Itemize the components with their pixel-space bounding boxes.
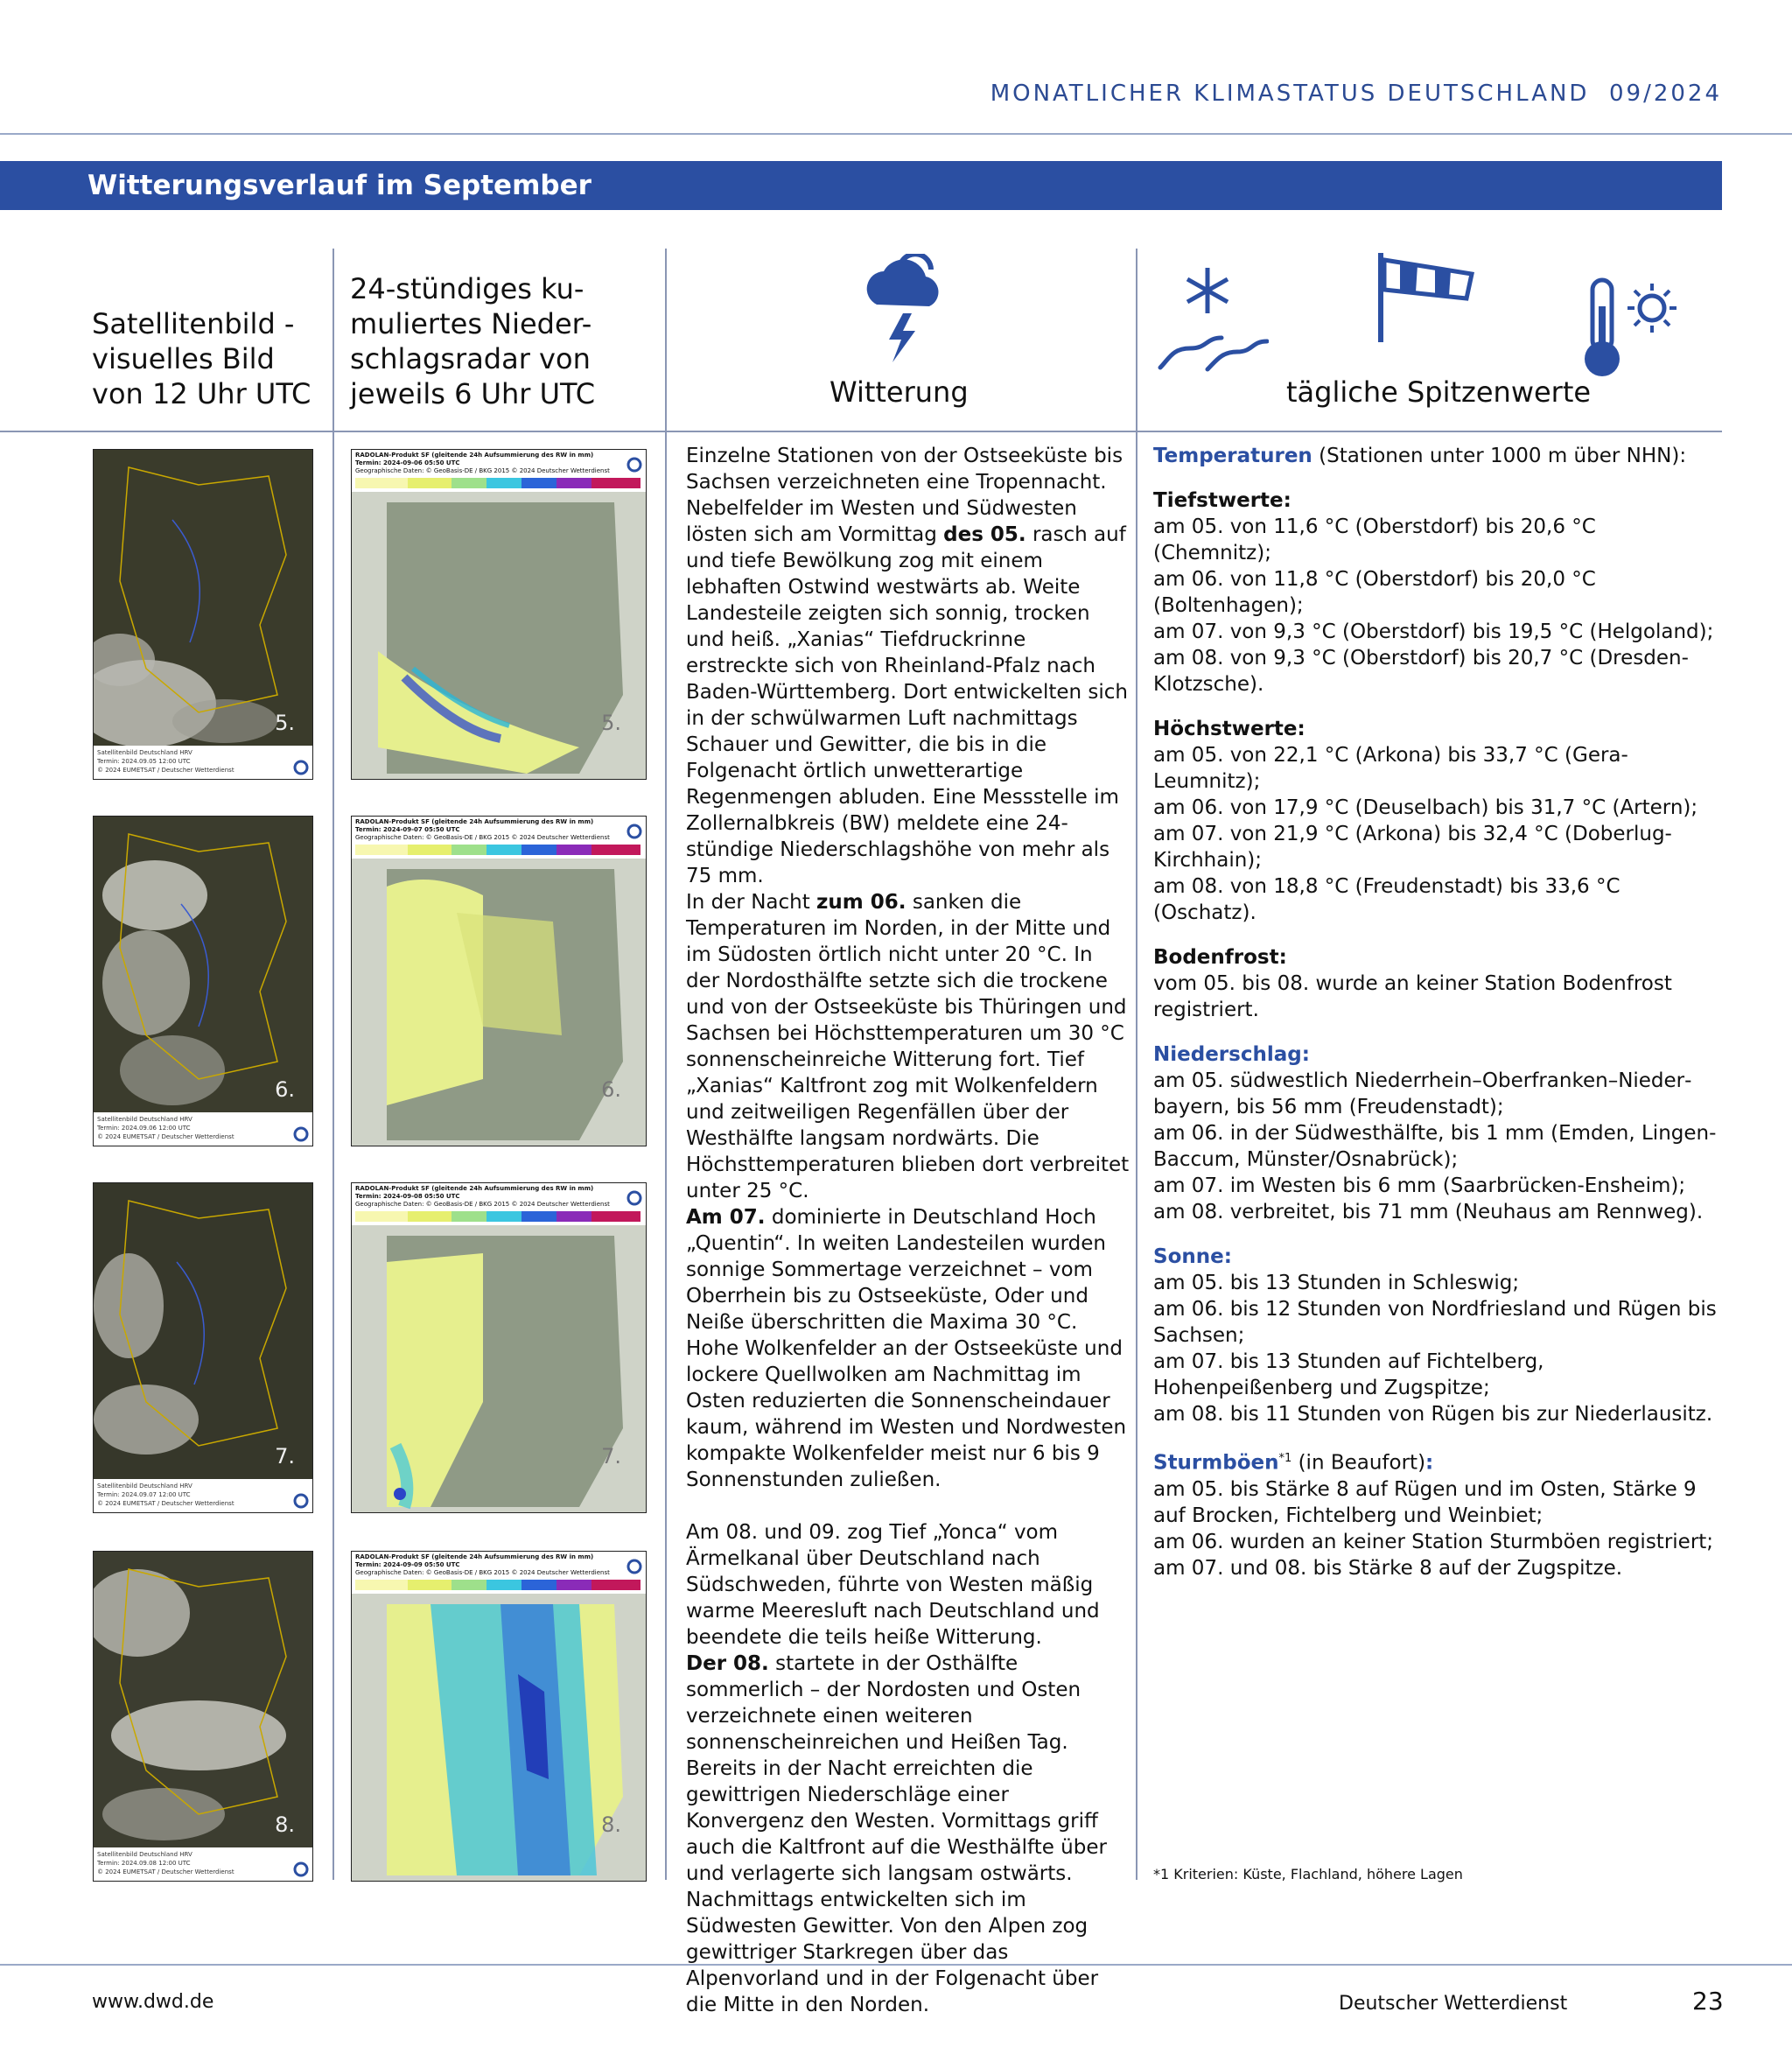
day-label: 7.: [275, 1444, 295, 1469]
thunderstorm-cloud-icon: [858, 254, 945, 368]
radar-image-day8: [351, 1551, 647, 1882]
temperature-group: [1153, 443, 1720, 469]
radar-legend: [355, 1580, 640, 1590]
header-line: 24-stündiges ku-: [350, 272, 584, 305]
day-label: 8.: [275, 1812, 295, 1837]
dwd-logo: [626, 1554, 643, 1579]
text-run: rasch auf und tiefe Bewölkung zog mit einem lebhaften Ostwind westwärts ab. Weite Landesteile zeigten sich sonnig, trocken und heiß. „Xanias“ Tiefdruckrinne erstreckte sich von Rheinland-Pfalz nach Baden-Württemberg. Dort entwickelten sich in der schwülwarmen Luft nachmittags Schauer und Gewitter, die bis in die Folgenacht örtlich unwetterartige Regenmengen abluden. Eine Messstelle im Zollernalbkreis (BW) meldete eine 24-stündige Niederschlagshöhe von mehr als 75 mm.: [686, 523, 1128, 887]
caption-line: Termin: 2024.09.07 12:00 UTC: [97, 1491, 191, 1498]
bold-date: zum 06.: [816, 891, 906, 914]
satellite-image-day7: [93, 1182, 313, 1513]
list-item: am 07. und 08. bis Stärke 8 auf der Zugspitze.: [1153, 1556, 1623, 1580]
day-label: 8.: [601, 1812, 621, 1837]
column-header-rule: [0, 431, 1722, 432]
footnote-marker: *1: [1278, 1452, 1292, 1465]
list-item: am 05. südwestlich Niederrhein–Oberfranken–Niederbayern, bis 56 mm (Freudenstadt);: [1153, 1069, 1692, 1118]
weather-paragraph: [686, 1651, 1132, 2018]
weather-paragraph: [686, 443, 1132, 889]
day-label: 7.: [601, 1444, 621, 1469]
caption-line: Termin: 2024.09.08 12:00 UTC: [97, 1860, 191, 1867]
weather-paragraph: [686, 889, 1132, 1204]
bold-date: Am 07.: [686, 1206, 766, 1229]
radar-term: Termin: 2024-09-07 05:50 UTC: [355, 826, 460, 833]
list-item: am 06. bis 12 Stunden von Nordfriesland und Rügen bis Sachsen;: [1153, 1298, 1717, 1347]
temperature-note: (Stationen unter 1000 m über NHN):: [1312, 445, 1687, 467]
radar-header: [352, 450, 646, 492]
running-header: [990, 81, 1722, 107]
weather-description: [686, 443, 1132, 2018]
section-title-bar: [0, 161, 1722, 210]
list-item: am 05. von 22,1 °C (Arkona) bis 33,7 °C (Gera-Leumnitz);: [1153, 744, 1628, 793]
list-item: am 06. in der Südwesthälfte, bis 1 mm (Emden, Lingen-Baccum, Münster/Osnabrück);: [1153, 1122, 1717, 1171]
header-line: muliertes Nieder-: [350, 307, 592, 340]
satellite-caption: [94, 1112, 312, 1146]
precipitation-group: [1153, 1041, 1720, 1225]
page-number: 23: [1692, 1987, 1724, 2015]
radar-header: [352, 1552, 646, 1594]
radar-term: Termin: 2024-09-08 05:50 UTC: [355, 1193, 460, 1200]
ground-frost-heading: Bodenfrost:: [1153, 946, 1287, 969]
gusts-note: (in Beaufort): [1292, 1451, 1426, 1475]
text-run: sanken die Temperaturen im Norden, in der Mitte und im Südosten örtlich nicht unter 20 °C. In der Nordosthälfte setzte sich die trockene und von der Ostseeküste bis Thüringen und Sachsen bei Höchsttemperaturen um 30 °C sonnenscheinreiche Witterung fort. Tief „Xanias“ Kaltfront zog mit Wolkenfeldern und zeitweiligen Regenfällen über der Westhälfte langsam nordwärts. Die Höchsttemperaturen blieben dort verbreitet unter 25 °C.: [686, 891, 1130, 1202]
list-item: vom 05. bis 08. wurde an keiner Station Bodenfrost registriert.: [1153, 972, 1672, 1021]
list-item: am 08. verbreitet, bis 71 mm (Neuhaus am Rennweg).: [1153, 1201, 1704, 1223]
footnote: *1 Kriterien: Küste, Flachland, höhere Lagen: [1153, 1866, 1463, 1882]
caption-line: Termin: 2024.09.05 12:00 UTC: [97, 758, 191, 765]
bold-date: Der 08.: [686, 1652, 769, 1675]
list-item: am 06. von 11,8 °C (Oberstdorf) bis 20,0 °C (Boltenhagen);: [1153, 568, 1596, 617]
peaks-column-header: tägliche Spitzenwerte: [1286, 375, 1592, 409]
gusts-group: [1153, 1446, 1720, 1581]
radar-legend: [355, 1211, 640, 1222]
list-item: am 07. im Westen bis 6 mm (Saarbrücken-Ensheim);: [1153, 1174, 1686, 1197]
gusts-heading-line: [1153, 1446, 1720, 1476]
header-line: von 12 Uhr UTC: [92, 377, 312, 410]
header-line: jeweils 6 Uhr UTC: [350, 377, 596, 410]
radar-title: RADOLAN-Produkt SF (gleitende 24h Aufsummierung des RW in mm): [355, 452, 594, 459]
satellite-caption: [94, 1847, 312, 1881]
lows-heading: Tiefstwerte:: [1153, 489, 1292, 512]
footer-url[interactable]: www.dwd.de: [92, 1991, 214, 2013]
snowflake-icy-road-icon: [1155, 263, 1269, 376]
list-item: am 05. bis Stärke 8 auf Rügen und im Osten, Stärke 9 auf Brocken, Fichtelberg und Weinbiet;: [1153, 1477, 1697, 1527]
text-run: Einzelne Stationen von der Ostseeküste bis Sachsen verzeichneten eine Tropennacht. Nebelfelder im Westen und Südwesten lösten sich am Vormittag: [686, 445, 1124, 546]
radar-title: RADOLAN-Produkt SF (gleitende 24h Aufsummierung des RW in mm): [355, 1553, 594, 1560]
dwd-logo: [292, 752, 310, 776]
radar-legend: [355, 845, 640, 855]
list-item: am 08. bis 11 Stunden von Rügen bis zur Niederlausitz.: [1153, 1403, 1713, 1426]
caption-line: © 2024 EUMETSAT / Deutscher Wetterdienst: [97, 1500, 234, 1507]
radar-title: RADOLAN-Produkt SF (gleitende 24h Aufsummierung des RW in mm): [355, 818, 594, 825]
weather-paragraph: Am 08. und 09. zog Tief „Yonca“ vom Ärmelkanal über Deutschland nach Südschweden, führte von Westen mäßig warme Meeresluft nach Deutschland und beendete die teils heiße Witterung.: [686, 1521, 1100, 1649]
column-separator: [665, 249, 667, 1880]
dwd-logo: [626, 452, 643, 477]
satellite-caption: [94, 1479, 312, 1512]
satellite-image-day8: [93, 1551, 313, 1882]
footer-organization: Deutscher Wetterdienst: [1339, 1993, 1568, 2015]
footer-rule: [0, 1964, 1792, 1966]
bold-date: des 05.: [943, 523, 1026, 546]
caption-line: Satellitenbild Deutschland HRV: [97, 1483, 192, 1490]
column-separator: [332, 249, 334, 1880]
ground-frost-group: [1153, 944, 1720, 1023]
header-rule: [0, 133, 1792, 135]
radar-term: Termin: 2024-09-09 05:50 UTC: [355, 1561, 460, 1568]
list-item: am 05. bis 13 Stunden in Schleswig;: [1153, 1272, 1520, 1294]
dwd-logo: [292, 1854, 310, 1878]
list-item: am 07. von 9,3 °C (Oberstdorf) bis 19,5 °C (Helgoland);: [1153, 620, 1714, 643]
radar-credit: Geographische Daten: © GeoBasis-DE / BKG 2015 © 2024 Deutscher Wetterdienst: [355, 1201, 610, 1208]
caption-line: Satellitenbild Deutschland HRV: [97, 1116, 192, 1123]
daily-peaks: [1153, 443, 1720, 1600]
section-title: Witterungsverlauf im September: [88, 170, 592, 201]
dwd-logo: [626, 819, 643, 844]
list-item: am 07. bis 13 Stunden auf Fichtelberg, Hohenpeißenberg und Zugspitze;: [1153, 1350, 1544, 1399]
caption-line: Satellitenbild Deutschland HRV: [97, 1851, 192, 1858]
sunshine-heading: Sonne:: [1153, 1245, 1232, 1268]
dwd-logo: [626, 1186, 643, 1210]
radar-image-day6: [351, 816, 647, 1146]
caption-line: © 2024 EUMETSAT / Deutscher Wetterdienst: [97, 767, 234, 774]
dwd-logo: [292, 1485, 310, 1510]
thermometer-sun-icon: [1575, 271, 1689, 385]
radar-term: Termin: 2024-09-06 05:50 UTC: [355, 459, 460, 466]
list-item: am 06. wurden an keiner Station Sturmböen registriert;: [1153, 1530, 1714, 1553]
radar-credit: Geographische Daten: © GeoBasis-DE / BKG 2015 © 2024 Deutscher Wetterdienst: [355, 1569, 610, 1576]
highs-heading: Höchstwerte:: [1153, 718, 1306, 740]
satellite-image-day5: [93, 449, 313, 780]
running-title: MONATLICHER KLIMASTATUS DEUTSCHLAND: [990, 81, 1590, 107]
windsock-icon: [1374, 249, 1479, 346]
weather-column-header: Witterung: [830, 375, 969, 409]
radar-title: RADOLAN-Produkt SF (gleitende 24h Aufsummierung des RW in mm): [355, 1185, 594, 1192]
day-label: 6.: [601, 1077, 621, 1102]
text-run: dominierte in Deutschland Hoch „Quentin“. In weiten Landesteilen wurden sonnige Sommertage verzeichnet – vom Oberrhein bis zu Ostseeküste, Oder und Neiße überschritten die Maxima 30 °C. Hohe Wolkenfelder an der Ostseeküste und lockere Quellwolken am Nachmittag im Osten reduzierten die Sonnenscheindauer kaum, während im Westen und Nordwesten kompakte Wolkenfelder meist nur 6 bis 9 Sonnenstunden zuließen.: [686, 1206, 1127, 1491]
list-item: am 05. von 11,6 °C (Oberstdorf) bis 20,6 °C (Chemnitz);: [1153, 515, 1596, 564]
caption-line: Termin: 2024.09.06 12:00 UTC: [97, 1125, 191, 1132]
radar-legend: [355, 478, 640, 488]
lows-group: [1153, 487, 1720, 698]
text-run: In der Nacht: [686, 891, 817, 914]
issue-number: 09/2024: [1608, 81, 1722, 107]
radar-header: [352, 817, 646, 859]
satellite-image-day6: [93, 816, 313, 1146]
list-item: am 08. von 18,8 °C (Freudenstadt) bis 33,6 °C (Oschatz).: [1153, 875, 1620, 924]
header-line: visuelles Bild: [92, 342, 275, 375]
temperature-heading: Temperaturen: [1153, 445, 1312, 467]
satellite-column-header: [92, 306, 311, 411]
radar-header: [352, 1183, 646, 1225]
header-line: schlagsradar von: [350, 342, 591, 375]
gusts-heading: Sturmböen: [1153, 1451, 1279, 1475]
caption-line: © 2024 EUMETSAT / Deutscher Wetterdienst: [97, 1133, 234, 1140]
day-label: 6.: [275, 1077, 295, 1102]
list-item: am 08. von 9,3 °C (Oberstdorf) bis 20,7 °C (Dresden-Klotzsche).: [1153, 647, 1689, 696]
caption-line: © 2024 EUMETSAT / Deutscher Wetterdienst: [97, 1868, 234, 1875]
sunshine-group: [1153, 1244, 1720, 1427]
text-run: startete in der Osthälfte sommerlich – der Nordosten und Osten verzeichnete einen weiteren sonnenscheinreichen und Heißen Tag. Bereits in der Nacht erreichten die gewittrigen Niederschläge einer Konvergenz den Westen. Vormittags griff auch die Kaltfront auf die Westhälfte über und verlagerte sich langsam ostwärts. Nachmittags entwickelten sich im Südwesten Gewitter. Von den Alpen zog gewittriger Starkregen über das Alpenvorland und in der Folgenacht über die Mitte in den Norden.: [686, 1652, 1107, 2016]
day-label: 5.: [275, 711, 295, 735]
radar-column-header: [350, 271, 595, 411]
radar-image-day5: [351, 449, 647, 780]
radar-credit: Geographische Daten: © GeoBasis-DE / BKG 2015 © 2024 Deutscher Wetterdienst: [355, 467, 610, 474]
weather-paragraph: [686, 1204, 1132, 1493]
column-separator: [1136, 249, 1138, 1880]
highs-group: [1153, 716, 1720, 926]
radar-credit: Geographische Daten: © GeoBasis-DE / BKG 2015 © 2024 Deutscher Wetterdienst: [355, 834, 610, 841]
list-item: am 06. von 17,9 °C (Deuselbach) bis 31,7 °C (Artern);: [1153, 796, 1698, 819]
header-line: Satellitenbild -: [92, 307, 295, 340]
dwd-logo: [292, 1118, 310, 1143]
caption-line: Satellitenbild Deutschland HRV: [97, 749, 192, 756]
satellite-caption: [94, 746, 312, 779]
gusts-colon: :: [1425, 1451, 1434, 1475]
day-label: 5.: [601, 711, 621, 735]
precipitation-heading: Niederschlag:: [1153, 1043, 1310, 1066]
list-item: am 07. von 21,9 °C (Arkona) bis 32,4 °C (Doberlug-Kirchhain);: [1153, 823, 1672, 872]
radar-image-day7: [351, 1182, 647, 1513]
